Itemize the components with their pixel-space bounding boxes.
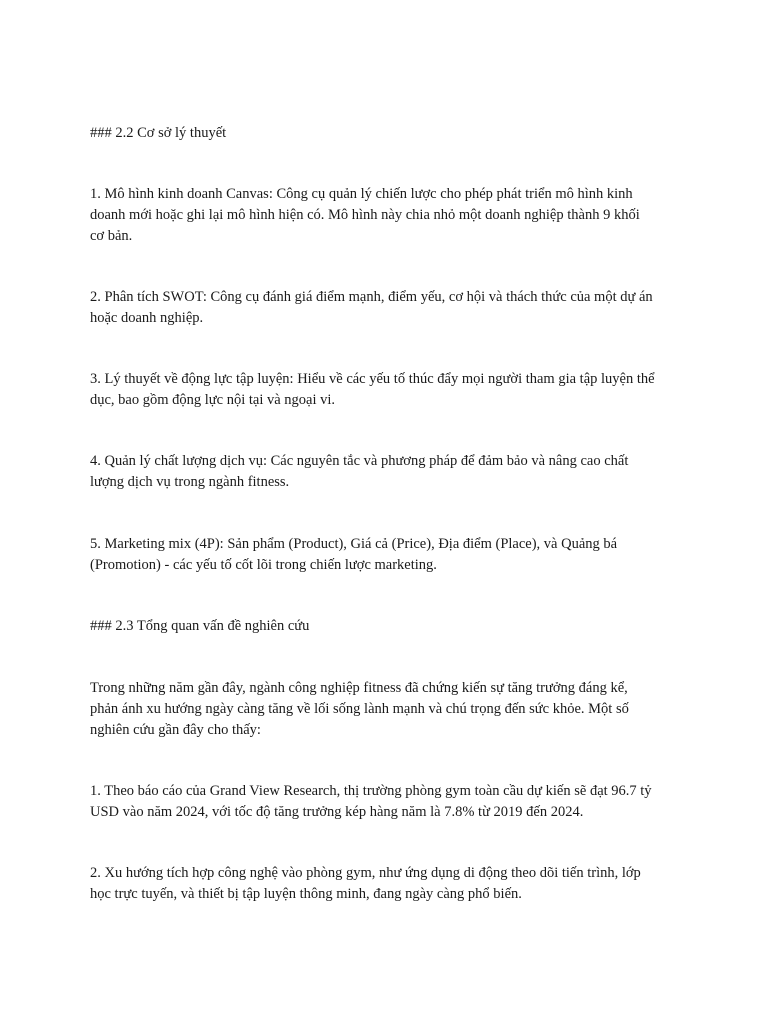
paragraph-line: (Promotion) - các yếu tố cốt lõi trong chiến lược marketing. [90, 557, 437, 573]
paragraph-line: lượng dịch vụ trong ngành fitness. [90, 474, 290, 490]
paragraph-line: doanh mới hoặc ghi lại mô hình hiện có. Mô hình này chia nhỏ một doanh nghiệp thành 9 khối [90, 207, 640, 223]
paragraph-line: USD vào năm 2024, với tốc độ tăng trưởng kép hàng năm là 7.8% từ 2019 đến 2024. [90, 804, 584, 820]
paragraph-line: 3. Lý thuyết về động lực tập luyện: Hiểu về các yếu tố thúc đẩy mọi người tham gia tập luyện thể [90, 371, 655, 387]
section-heading-2-2: ### 2.2 Cơ sở lý thuyết [90, 125, 227, 141]
paragraph-line: 1. Theo báo cáo của Grand View Research, thị trường phòng gym toàn cầu dự kiến sẽ đạt 96.7 tỷ [90, 783, 652, 799]
paragraph-line: phản ánh xu hướng ngày càng tăng về lối sống lành mạnh và chú trọng đến sức khỏe. Một số [90, 701, 629, 717]
paragraph-line: hoặc doanh nghiệp. [90, 310, 204, 326]
paragraph-line: cơ bản. [90, 228, 133, 244]
paragraph-line: 1. Mô hình kinh doanh Canvas: Công cụ quản lý chiến lược cho phép phát triển mô hình kinh [90, 186, 633, 202]
paragraph-line: Trong những năm gần đây, ngành công nghiệp fitness đã chứng kiến sự tăng trưởng đáng kể, [90, 680, 628, 696]
paragraph-line: 2. Xu hướng tích hợp công nghệ vào phòng gym, như ứng dụng di động theo dõi tiến trình, lớp [90, 865, 641, 881]
paragraph-line: nghiên cứu gần đây cho thấy: [90, 722, 261, 738]
paragraph-line: 5. Marketing mix (4P): Sản phẩm (Product), Giá cả (Price), Địa điểm (Place), và Quảng bá [90, 536, 618, 552]
section-heading-2-3: ### 2.3 Tổng quan vấn đề nghiên cứu [90, 618, 310, 634]
paragraph-line: 2. Phân tích SWOT: Công cụ đánh giá điểm mạnh, điểm yếu, cơ hội và thách thức của một dự án [90, 289, 653, 305]
paragraph-line: 4. Quản lý chất lượng dịch vụ: Các nguyên tắc và phương pháp để đảm bảo và nâng cao chất [90, 453, 629, 469]
paragraph-line: dục, bao gồm động lực nội tại và ngoại vi. [90, 392, 336, 408]
paragraph-line: học trực tuyến, và thiết bị tập luyện thông minh, đang ngày càng phổ biến. [90, 886, 522, 902]
